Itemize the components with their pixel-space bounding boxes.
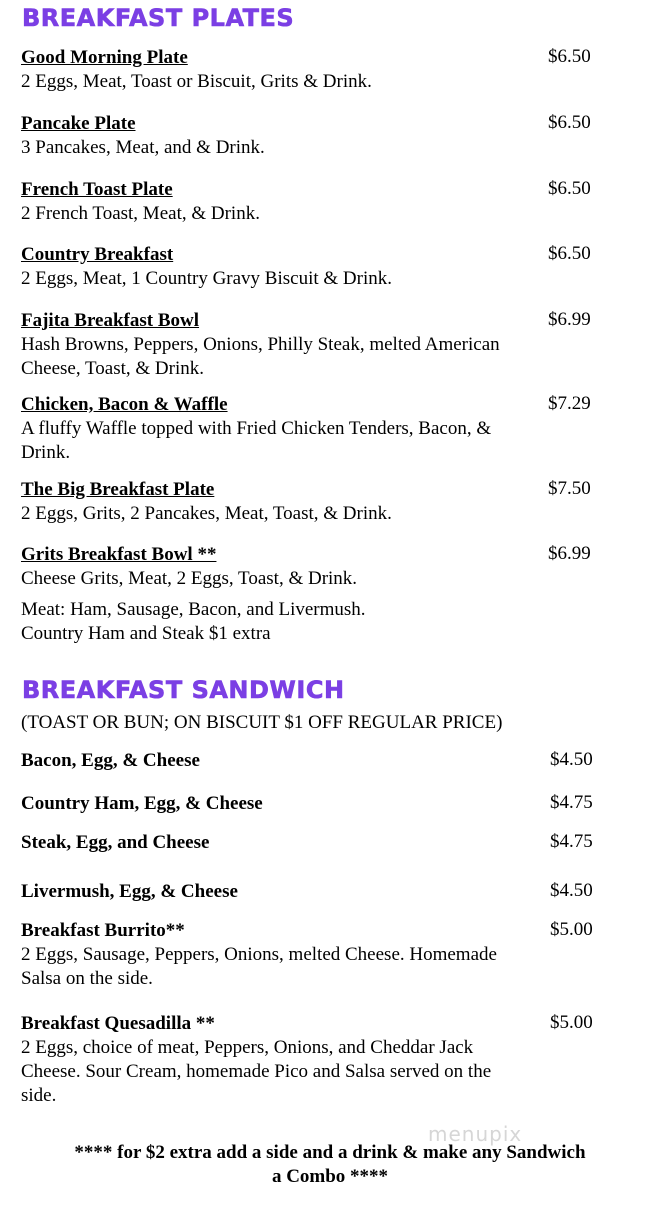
menu-item [21,831,621,855]
item-description: 2 Eggs, Meat, 1 Country Gravy Biscuit & Drink. [21,268,392,289]
meat-note-line: Meat: Ham, Sausage, Bacon, and Livermush. [21,599,366,620]
item-price: $7.29 [548,393,591,414]
item-name: Grits Breakfast Bowl ** [21,544,217,565]
item-description: 2 Eggs, Sausage, Peppers, Onions, melted Cheese. Homemade Salsa on the side. [21,944,497,989]
menu-item [21,46,621,94]
menu-item [21,393,621,465]
breakfast-sandwich-heading: BREAKFAST SANDWICH [22,676,345,704]
item-name: French Toast Plate [21,179,173,200]
item-name: Chicken, Bacon & Waffle [21,394,228,415]
item-price: $6.50 [548,112,591,133]
item-price: $6.99 [548,309,591,330]
menu-item [21,178,621,226]
item-price: $6.50 [548,243,591,264]
menu-item [21,243,621,291]
item-name: Bacon, Egg, & Cheese [21,750,200,771]
item-description: 2 Eggs, choice of meat, Peppers, Onions, and Cheddar Jack Cheese. Sour Cream, homemade Pico and Salsa served on the side. [21,1037,492,1106]
menu-item [21,880,621,904]
item-price: $6.99 [548,543,591,564]
item-description: Cheese Grits, Meat, 2 Eggs, Toast, & Drink. [21,568,358,589]
item-name: Breakfast Quesadilla ** [21,1013,215,1034]
menu-item [21,543,621,591]
breakfast-plates-heading: BREAKFAST PLATES [22,4,295,32]
item-price: $4.75 [550,831,593,852]
menu-item [21,792,621,816]
sandwich-subtitle: (TOAST OR BUN; ON BISCUIT $1 OFF REGULAR PRICE) [21,712,503,733]
menu-item [21,749,621,773]
item-description: 2 Eggs, Meat, Toast or Biscuit, Grits & Drink. [21,71,372,92]
item-description: 3 Pancakes, Meat, and & Drink. [21,137,265,158]
menu-item [21,1012,621,1108]
item-name: Breakfast Burrito** [21,920,185,941]
item-price: $7.50 [548,478,591,499]
item-description: A fluffy Waffle topped with Fried Chicken Tenders, Bacon, & Drink. [21,418,492,463]
footer-line: **** for $2 extra add a side and a drink & make any Sandwich [74,1142,586,1163]
meat-note-line: Country Ham and Steak $1 extra [21,623,271,644]
meat-options-note [21,598,366,646]
combo-footer-note [20,1141,640,1189]
item-price: $4.50 [550,880,593,901]
item-name: Fajita Breakfast Bowl [21,310,200,331]
item-price: $5.00 [550,1012,593,1033]
item-price: $5.00 [550,919,593,940]
menu-item [21,919,621,991]
menu-item [21,478,621,526]
item-name: Country Breakfast [21,244,174,265]
menu-item [21,112,621,160]
item-name: Good Morning Plate [21,47,188,68]
item-price: $6.50 [548,46,591,67]
item-name: Steak, Egg, and Cheese [21,832,210,853]
item-name: Pancake Plate [21,113,136,134]
item-price: $6.50 [548,178,591,199]
item-description: 2 French Toast, Meat, & Drink. [21,203,260,224]
item-price: $4.50 [550,749,593,770]
item-name: The Big Breakfast Plate [21,479,215,500]
footer-line: a Combo **** [271,1166,389,1187]
watermark-logo: menupix [428,1122,523,1146]
item-name: Country Ham, Egg, & Cheese [21,793,263,814]
item-name: Livermush, Egg, & Cheese [21,881,238,902]
menu-item [21,309,621,381]
item-price: $4.75 [550,792,593,813]
item-description: Hash Browns, Peppers, Onions, Philly Steak, melted American Cheese, Toast, & Drink. [21,334,500,379]
item-description: 2 Eggs, Grits, 2 Pancakes, Meat, Toast, & Drink. [21,503,392,524]
